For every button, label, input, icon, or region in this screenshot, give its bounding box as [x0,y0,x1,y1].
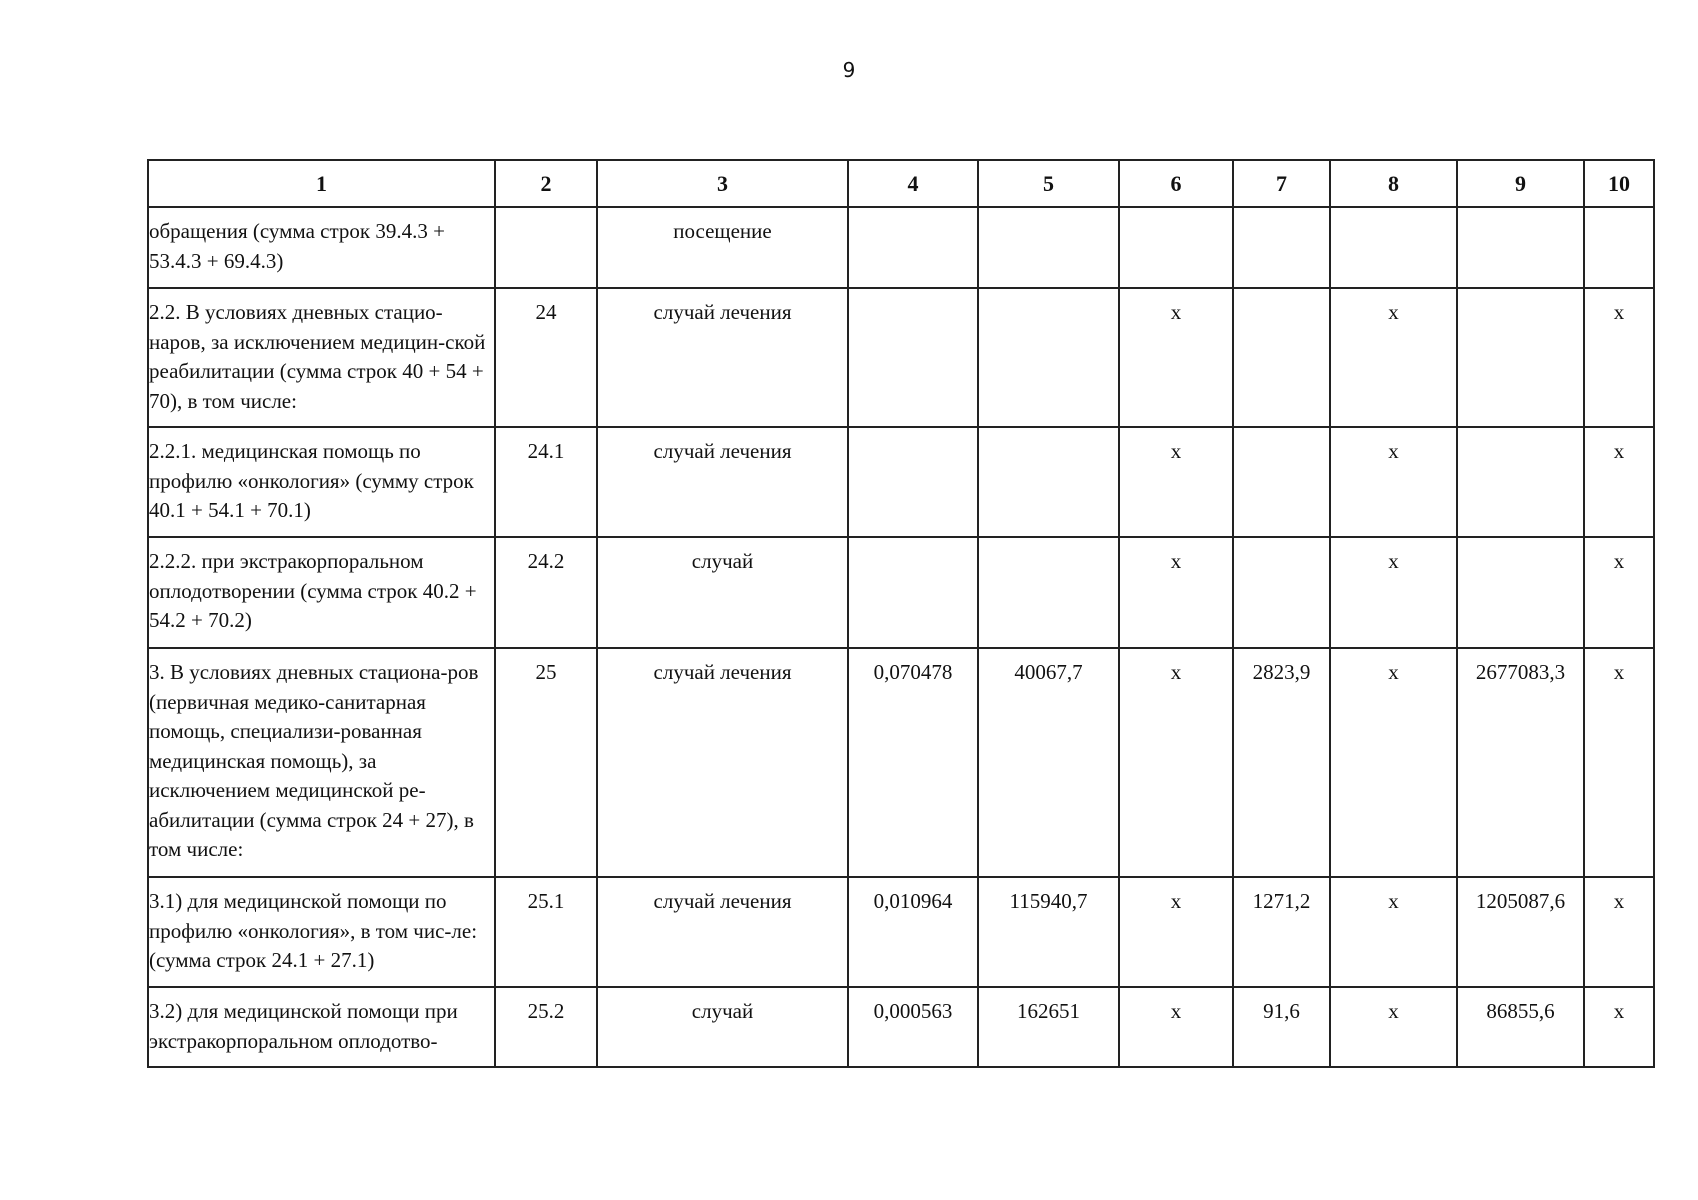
row-number: 25.1 [495,877,597,987]
unit-of-measure: случай лечения [597,427,848,537]
cell-col9 [1457,288,1584,427]
cell-col5 [978,427,1119,537]
unit-of-measure: случай лечения [597,648,848,877]
cell-col5 [978,288,1119,427]
column-header-8: 8 [1330,160,1457,207]
cell-col10: х [1584,648,1654,877]
column-header-3: 3 [597,160,848,207]
cell-col5: 115940,7 [978,877,1119,987]
cell-col10: х [1584,537,1654,648]
cell-col6 [1119,207,1233,288]
cell-col9 [1457,207,1584,288]
row-number: 24.2 [495,537,597,648]
unit-of-measure: случай лечения [597,877,848,987]
cell-col8 [1330,207,1457,288]
column-header-1: 1 [148,160,495,207]
table-row [148,207,1654,288]
cell-col9: 1205087,6 [1457,877,1584,987]
cell-col7 [1233,288,1330,427]
row-number: 24 [495,288,597,427]
unit-of-measure: посещение [597,207,848,288]
cell-col8: х [1330,288,1457,427]
unit-of-measure: случай [597,987,848,1067]
column-header-7: 7 [1233,160,1330,207]
cell-col5 [978,207,1119,288]
cell-col5: 162651 [978,987,1119,1067]
table-row [148,288,1654,427]
row-number: 25 [495,648,597,877]
cell-col8: х [1330,877,1457,987]
cell-col10 [1584,207,1654,288]
cell-col4 [848,288,978,427]
cell-col9: 2677083,3 [1457,648,1584,877]
cell-col5 [978,537,1119,648]
page-number: 9 [842,58,856,82]
column-header-5: 5 [978,160,1119,207]
cell-col8: х [1330,987,1457,1067]
cell-col7 [1233,427,1330,537]
column-header-6: 6 [1119,160,1233,207]
cell-col4 [848,207,978,288]
cell-col4 [848,537,978,648]
cell-col4: 0,070478 [848,648,978,877]
row-description: 2.2.1. медицинская помощь по профилю «онкология» (сумму строк 40.1 + 54.1 + 70.1) [148,427,495,537]
row-description: 3.2) для медицинской помощи при экстракорпоральном оплодотво- [148,987,495,1067]
cell-col10: х [1584,427,1654,537]
cell-col7 [1233,207,1330,288]
table-row [148,987,1654,1067]
cell-col8: х [1330,537,1457,648]
cell-col4: 0,000563 [848,987,978,1067]
cell-col6: х [1119,877,1233,987]
cell-col6: х [1119,427,1233,537]
table-row [148,427,1654,537]
header-row [148,160,1654,207]
cell-col6: х [1119,648,1233,877]
cell-col8: х [1330,648,1457,877]
unit-of-measure: случай [597,537,848,648]
cell-col6: х [1119,537,1233,648]
cell-col4 [848,427,978,537]
cell-col5: 40067,7 [978,648,1119,877]
cell-col7: 2823,9 [1233,648,1330,877]
cell-col9 [1457,537,1584,648]
column-header-4: 4 [848,160,978,207]
cell-col9: 86855,6 [1457,987,1584,1067]
column-header-10: 10 [1584,160,1654,207]
row-description: 3.1) для медицинской помощи по профилю «онкология», в том чис-ле: (сумма строк 24.1 + 27.1) [148,877,495,987]
table-row [148,537,1654,648]
cell-col6: х [1119,288,1233,427]
data-table [147,159,1655,1068]
row-number: 24.1 [495,427,597,537]
cell-col7: 1271,2 [1233,877,1330,987]
cell-col10: х [1584,877,1654,987]
row-description: 2.2.2. при экстракорпоральном оплодотворении (сумма строк 40.2 + 54.2 + 70.2) [148,537,495,648]
row-description: 2.2. В условиях дневных стацио-наров, за исключением медицин-ской реабилитации (сумма строк 40 + 54 + 70), в том числе: [148,288,495,427]
cell-col8: х [1330,427,1457,537]
row-description: обращения (сумма строк 39.4.3 + 53.4.3 + 69.4.3) [148,207,495,288]
unit-of-measure: случай лечения [597,288,848,427]
cell-col7: 91,6 [1233,987,1330,1067]
cell-col4: 0,010964 [848,877,978,987]
row-description: 3. В условиях дневных стациона-ров (первичная медико-санитарная помощь, специализи-рованная медицинская помощь), за исключением медицинской ре-абилитации (сумма строк 24 + 27), в том числе: [148,648,495,877]
column-header-9: 9 [1457,160,1584,207]
cell-col7 [1233,537,1330,648]
row-number: 25.2 [495,987,597,1067]
cell-col10: х [1584,987,1654,1067]
row-number [495,207,597,288]
cell-col9 [1457,427,1584,537]
column-header-2: 2 [495,160,597,207]
cell-col10: х [1584,288,1654,427]
table-row [148,648,1654,877]
cell-col6: х [1119,987,1233,1067]
table-row [148,877,1654,987]
